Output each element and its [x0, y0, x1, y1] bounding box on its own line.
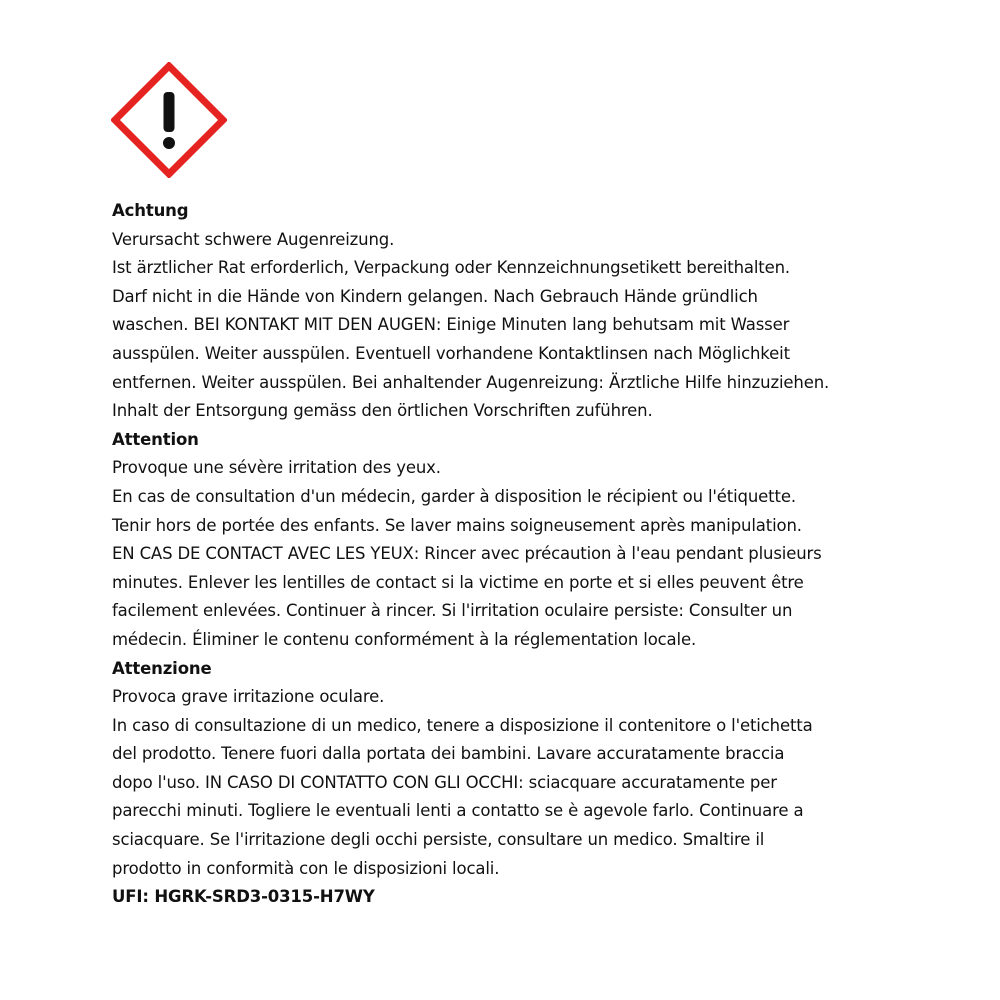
- section-line: Inhalt der Entsorgung gemäss den örtlichen Vorschriften zuführen.: [112, 401, 653, 421]
- ghs-pictogram-svg: [111, 62, 227, 178]
- section-line: facilement enlevées. Continuer à rincer. Si l'irritation oculaire persiste: Consulter un: [112, 601, 793, 621]
- section-line: Provoca grave irritazione oculare.: [112, 687, 385, 707]
- section-line: parecchi minuti. Togliere le eventuali lenti a contatto se è agevole farlo. Continuare a: [112, 801, 804, 821]
- section-line: ausspülen. Weiter ausspülen. Eventuell vorhandene Kontaktlinsen nach Möglichkeit: [112, 343, 790, 363]
- section-line: prodotto in conformità con le disposizioni locali.: [112, 858, 500, 878]
- section-line: minutes. Enlever les lentilles de contact si la victime en porte et si elles peuvent être: [112, 572, 804, 592]
- exclamation-dot: [163, 137, 175, 149]
- section-line: sciacquare. Se l'irritazione degli occhi persiste, consultare un medico. Smaltire il: [112, 830, 765, 850]
- section-line: Provoque une sévère irritation des yeux.: [112, 458, 441, 478]
- section-line: del prodotto. Tenere fuori dalla portata dei bambini. Lavare accuratamente braccia: [112, 744, 785, 764]
- section-heading-de: Achtung: [112, 201, 189, 220]
- section-line: In caso di consultazione di un medico, tenere a disposizione il contenitore o l'etichetta: [112, 715, 813, 735]
- section-heading-fr: Attention: [112, 429, 199, 449]
- section-line: Verursacht schwere Augenreizung.: [112, 229, 395, 249]
- section-heading-it: Attenzione: [112, 658, 212, 678]
- hazard-label-text: [112, 197, 912, 912]
- section-line: En cas de consultation d'un médecin, garder à disposition le récipient ou l'étiquette.: [112, 486, 796, 506]
- section-line: EN CAS DE CONTACT AVEC LES YEUX: Rincer avec précaution à l'eau pendant plusieurs: [112, 544, 822, 564]
- exclamation-bar: [164, 92, 175, 132]
- ufi-code: UFI: HGRK-SRD3-0315-H7WY: [112, 887, 375, 907]
- exclamation-mark-hazard-icon: [111, 62, 227, 178]
- section-line: entfernen. Weiter ausspülen. Bei anhaltender Augenreizung: Ärztliche Hilfe hinzuziehen.: [112, 372, 830, 392]
- section-line: Tenir hors de portée des enfants. Se laver mains soigneusement après manipulation.: [112, 515, 802, 535]
- section-line: dopo l'uso. IN CASO DI CONTATTO CON GLI OCCHI: sciacquare accuratamente per: [112, 772, 777, 792]
- section-line: waschen. BEI KONTAKT MIT DEN AUGEN: Einige Minuten lang behutsam mit Wasser: [112, 315, 790, 335]
- section-line: médecin. Éliminer le contenu conformément à la réglementation locale.: [112, 629, 697, 649]
- section-line: Ist ärztlicher Rat erforderlich, Verpackung oder Kennzeichnungsetikett bereithalten.: [112, 258, 791, 278]
- section-line: Darf nicht in die Hände von Kindern gelangen. Nach Gebrauch Hände gründlich: [112, 286, 758, 306]
